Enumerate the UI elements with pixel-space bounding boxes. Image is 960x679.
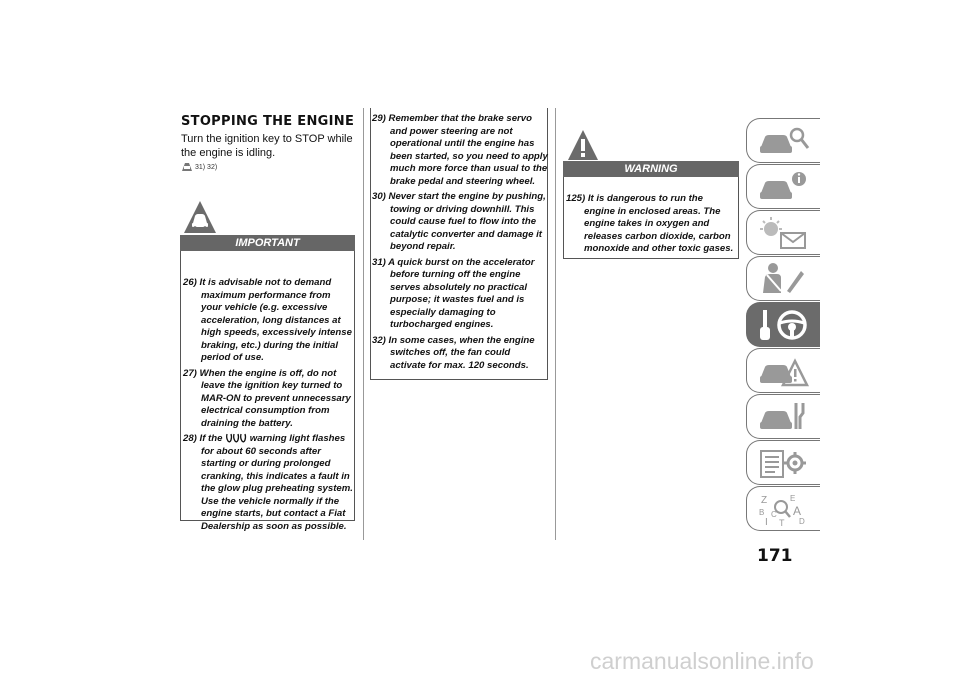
note-27: 27) When the engine is off, do not leave the ignition key turned to MAR-ON to prevent unnecessary electrical consumption from draining the battery. xyxy=(183,367,351,429)
note-28-prefix: 28) If the xyxy=(183,433,223,444)
note-125: 125) It is dangerous to run the engine in enclosed areas. The engine takes in oxygen and releases carbon dioxide, carbon monoxide and other toxic gases. xyxy=(566,193,734,254)
tab-lights-messages[interactable] xyxy=(746,210,820,255)
important-car-icon xyxy=(182,199,218,235)
index-letter: C xyxy=(771,510,777,519)
warning-icon xyxy=(566,128,600,162)
column-divider xyxy=(363,108,364,540)
data-settings-icon xyxy=(757,445,811,481)
index-letter: D xyxy=(799,517,805,526)
note-28 xyxy=(183,433,353,533)
light-message-icon xyxy=(757,215,811,251)
index-letter: E xyxy=(790,494,796,503)
tab-technical-data[interactable] xyxy=(746,440,820,485)
key-steering-wheel-icon xyxy=(757,307,811,343)
warning-heading: WARNING xyxy=(563,161,739,177)
tab-emergency[interactable] xyxy=(746,348,820,393)
tab-car-search[interactable] xyxy=(746,118,820,163)
index-letter: B xyxy=(759,508,765,517)
seatbelt-airbag-icon xyxy=(757,261,811,297)
intro-text: Turn the ignition key to STOP while the engine is idling. xyxy=(181,133,353,159)
tab-safety[interactable] xyxy=(746,256,820,301)
notes-col2 xyxy=(372,113,548,375)
car-warning-icon xyxy=(757,353,811,389)
important-heading: IMPORTANT xyxy=(180,235,355,251)
car-brake-icon xyxy=(181,162,193,172)
tab-starting-driving[interactable] xyxy=(746,302,820,347)
car-search-icon xyxy=(757,123,811,159)
glow-plug-icon xyxy=(225,433,247,443)
important-notes xyxy=(183,277,353,536)
index-letter: A xyxy=(793,504,802,518)
refs-label: 31) 32) xyxy=(195,163,218,171)
index-letter: Z xyxy=(761,495,768,506)
note-29: 29) Remember that the brake servo and power steering are not operational until the engine has been started, so you need to apply much more force than usual to the brake pedal and steering wheel. xyxy=(372,113,548,187)
note-26: 26) It is advisable not to demand maximum performance from your vehicle (e.g. excessive acceleration, long distances at high speeds, excessively intense braking, etc.) during the initial period of use. xyxy=(183,277,352,363)
column-divider xyxy=(555,108,556,540)
tab-maintenance[interactable] xyxy=(746,394,820,439)
index-letter: I xyxy=(765,517,768,527)
watermark: carmanualsonline.info xyxy=(590,648,814,674)
car-info-icon xyxy=(757,169,811,205)
note-references xyxy=(181,162,217,172)
tab-car-info[interactable] xyxy=(746,164,820,209)
section-title: STOPPING THE ENGINE xyxy=(181,114,355,129)
index-letter: T xyxy=(779,518,785,527)
note-31: 31) A quick burst on the accelerator before turning off the engine serves absolutely no practical purpose; it wastes fuel and is especially damaging to turbocharged engines. xyxy=(372,256,535,330)
note-28-suffix: warning light flashes for about 60 seconds after starting or during prolonged cranking, this indicates a fault in the glow plug preheating system. Use the vehicle normally if the engine starts, but contact a Fiat Dealership as soon as possible. xyxy=(201,433,353,532)
car-tools-icon xyxy=(757,399,811,435)
note-32: 32) In some cases, when the engine switches off, the fan could activate for max. 120 seconds. xyxy=(372,334,535,371)
alphabet-index-icon xyxy=(757,491,811,527)
note-30: 30) Never start the engine by pushing, towing or driving downhill. This could cause fuel to flow into the catalytic converter and damage it beyond repair. xyxy=(372,191,546,252)
warning-notes xyxy=(566,193,736,259)
tab-index[interactable] xyxy=(746,486,820,531)
page-number: 171 xyxy=(757,546,793,566)
